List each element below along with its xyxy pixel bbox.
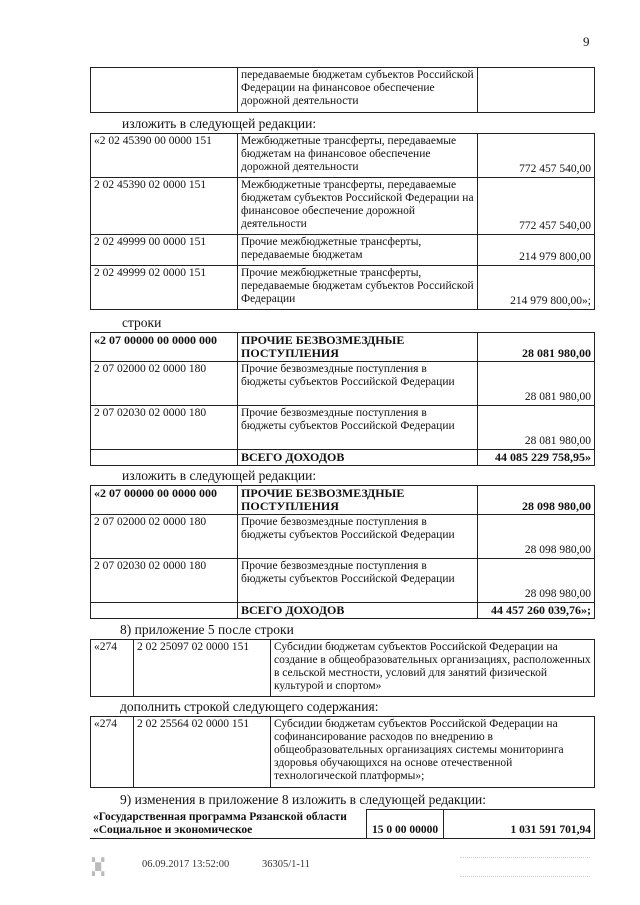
code-cell [91,68,238,113]
name-cell: Субсидии бюджетам субъектов Российской Федерации на создание в общеобразовательных организациях, расположенных в сельской местности, условий для занятий физической культурой и спортом» [271,640,595,697]
name-cell: ВСЕГО ДОХОДОВ [238,603,478,619]
code-cell: «2 02 45390 00 0000 151 [91,134,238,178]
name-cell: Прочие безвозмездные поступления в бюджеты субъектов Российской Федерации [238,406,478,450]
table-appendix8 [90,809,595,839]
value-cell: 28 098 980,00 [478,515,595,559]
code-cell: 2 02 25097 02 0000 151 [134,640,271,697]
code-cell: 2 02 25564 02 0000 151 [134,717,271,788]
value-cell: 28 098 980,00 [478,559,595,603]
value-cell: 772 457 540,00 [478,134,595,178]
name-cell: ПРОЧИЕ БЕЗВОЗМЕЗДНЫЕ ПОСТУПЛЕНИЯ [238,333,478,362]
code-cell: 2 07 02000 02 0000 180 [91,515,238,559]
value-cell: 772 457 540,00 [478,178,595,235]
value-cell: 28 098 980,00 [478,486,595,515]
name-cell: Прочие межбюджетные трансферты, передаваемые бюджетам [238,235,478,266]
name-cell: Прочие безвозмездные поступления в бюджеты субъектов Российской Федерации [238,515,478,559]
name-cell: передаваемые бюджетам субъектов Российской Федерации на финансовое обеспечение дорожной деятельности [238,68,478,113]
number-cell: «274 [91,640,134,697]
table-row [91,266,595,310]
code-cell: 2 02 49999 00 0000 151 [91,235,238,266]
code-cell: «2 07 00000 00 0000 000 [91,486,238,515]
value-cell: 28 081 980,00 [478,362,595,406]
table-row [91,362,595,406]
name-cell: Прочие безвозмездные поступления в бюджеты субъектов Российской Федерации [238,559,478,603]
name-cell: Межбюджетные трансферты, передаваемые бюджетам субъектов Российской Федерации на финансовое обеспечение дорожной деятельности [238,178,478,235]
value-cell: 44 457 260 039,76»; [478,603,595,619]
code-cell: 2 02 49999 02 0000 151 [91,266,238,310]
table-row [91,559,595,603]
table-row [91,235,595,266]
instruction-label: дополнить строкой следующего содержания: [120,699,379,714]
scan-stamp-icon: ▚▞ ▞▚ [92,858,105,876]
table-row [91,450,595,466]
name-cell: ПРОЧИЕ БЕЗВОЗМЕЗДНЫЕ ПОСТУПЛЕНИЯ [238,486,478,515]
code-cell [91,450,238,466]
code-cell: 2 07 02030 02 0000 180 [91,559,238,603]
table-row [91,134,595,178]
table-continuation [90,67,595,113]
code-cell: «2 07 00000 00 0000 000 [91,333,238,362]
table-row [91,640,595,697]
program-name-cell: «Государственная программа Рязанской области «Социальное и экономическое [90,810,367,839]
instruction-label: строки [122,315,162,330]
table-row [91,68,595,113]
table-row [91,178,595,235]
name-cell: Субсидии бюджетам субъектов Российской Федерации на софинансирование расходов по внедрению в общеобразовательных организациях системы мониторинга здоровья обучающихся на основе отечественной технологической платформы»; [271,717,595,788]
name-cell: ВСЕГО ДОХОДОВ [238,450,478,466]
name-cell: Межбюджетные трансферты, передаваемые бюджетам на финансовое обеспечение дорожной деятельности [238,134,478,178]
table-row [91,515,595,559]
value-cell: 44 085 229 758,95» [478,450,595,466]
instruction-label: 9) изменения в приложение 8 изложить в следующей редакции: [120,792,487,807]
table-appendix5-existing [90,639,595,697]
program-code-cell: 15 0 00 00000 [367,810,444,839]
number-cell: «274 [91,717,134,788]
table-row [91,406,595,450]
program-value-cell: 1 031 591 701,94 [444,810,595,839]
instruction-label: изложить в следующей редакции: [122,116,317,131]
table-new-transfers [90,133,595,310]
code-cell: 2 07 02030 02 0000 180 [91,406,238,450]
value-cell: 214 979 800,00»; [478,266,595,310]
value-cell [478,68,595,113]
code-cell: 2 02 45390 02 0000 151 [91,178,238,235]
value-cell: 214 979 800,00 [478,235,595,266]
value-cell: 28 081 980,00 [478,333,595,362]
value-cell: 28 081 980,00 [478,406,595,450]
table-old-other-receipts [90,332,595,466]
table-row [91,603,595,619]
page-number: 9 [583,34,590,49]
signature-stamp [460,857,590,877]
table-row [90,810,595,839]
table-appendix5-new [90,716,595,788]
name-cell: Прочие межбюджетные трансферты, передаваемые бюджетам субъектов Российской Федерации [238,266,478,310]
table-row [91,486,595,515]
table-row [91,717,595,788]
footer-doc-id: 36305/1-11 [262,859,311,870]
footer-date: 06.09.2017 13:52:00 [142,859,230,870]
table-new-other-receipts [90,485,595,619]
name-cell: Прочие безвозмездные поступления в бюджеты субъектов Российской Федерации [238,362,478,406]
table-row [91,333,595,362]
instruction-label: 8) приложение 5 после строки [120,622,294,637]
code-cell: 2 07 02000 02 0000 180 [91,362,238,406]
code-cell [91,603,238,619]
instruction-label: изложить в следующей редакции: [122,468,317,483]
